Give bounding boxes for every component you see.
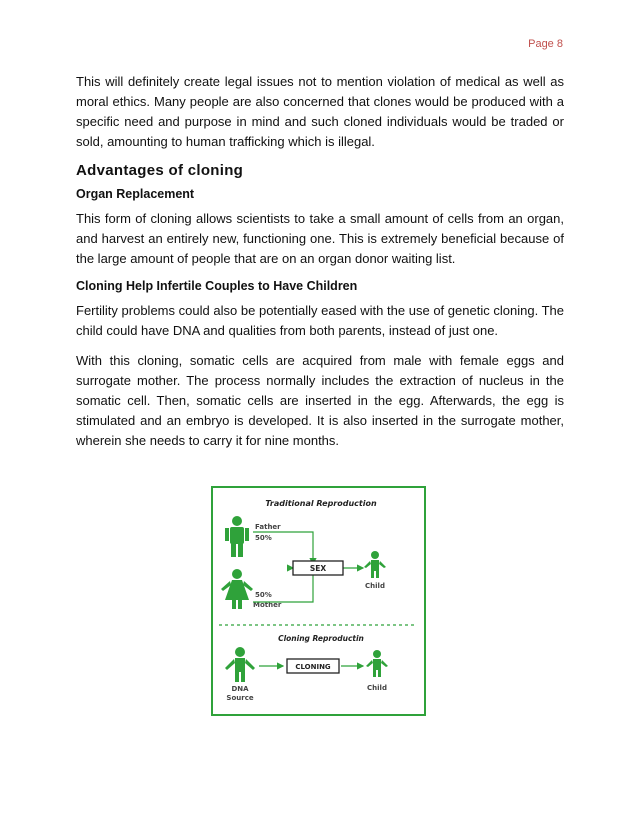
organ-paragraph: This form of cloning allows scientists to take a small amount of cells from an organ, and harvest an entirely new, functioning one. This is extremely beneficial because of the large amount of people that are on an organ donor waiting list. <box>76 211 564 266</box>
child-figure-icon <box>364 551 386 578</box>
mother-figure-icon <box>221 569 253 609</box>
cloning-box-label: CLONING <box>295 663 331 671</box>
father-label: Father <box>255 523 281 531</box>
source-label: Source <box>226 694 254 702</box>
infertile-heading: Cloning Help Infertile Couples to Have Children <box>76 279 358 293</box>
intro-paragraph: This will definitely create legal issues not to mention violation of medical as well as moral ethics. Many people are also concerned that clones would be produced with a specific need and purpose in mind and such cloned individuals would be traded or sold, amounting to human trafficking which is illegal. <box>76 74 564 149</box>
father-figure-icon <box>225 516 249 557</box>
child-label-1: Child <box>365 582 385 590</box>
cloning-title: Cloning Reproductin <box>278 634 364 643</box>
mother-percent: 50% <box>255 591 272 599</box>
infertile-paragraph-1: Fertility problems could also be potentially eased with the use of genetic cloning. The child could have DNA and qualities from both parents, instead of just one. <box>76 303 564 338</box>
document-body <box>76 72 564 461</box>
dna-source-figure-icon <box>225 647 255 682</box>
traditional-title: Traditional Reproduction <box>265 499 377 508</box>
dna-label: DNA <box>231 685 249 693</box>
page-number <box>528 38 563 50</box>
father-percent: 50% <box>255 534 272 542</box>
sex-box-label: SEX <box>309 564 327 573</box>
diagram-svg <box>213 488 423 713</box>
page-label: Page <box>528 38 554 50</box>
mother-label: Mother <box>253 601 282 609</box>
organ-heading: Organ Replacement <box>76 187 195 201</box>
reproduction-diagram <box>211 486 426 716</box>
infertile-paragraph-2: With this cloning, somatic cells are acquired from male with female eggs and surrogate mother. The process normally includes the extraction of nucleus in the somatic cell. Then, somatic cells are inserted in the egg. Afterwards, the egg is stimulated and an embryo is developed. It is also inserted in the surrogate mother, wherein she needs to carry it for nine months. <box>76 353 564 448</box>
section-heading: Advantages of cloning <box>76 162 244 179</box>
child-label-2: Child <box>367 684 387 692</box>
cloned-child-figure-icon <box>366 650 388 677</box>
page-number-value: 8 <box>556 38 563 50</box>
